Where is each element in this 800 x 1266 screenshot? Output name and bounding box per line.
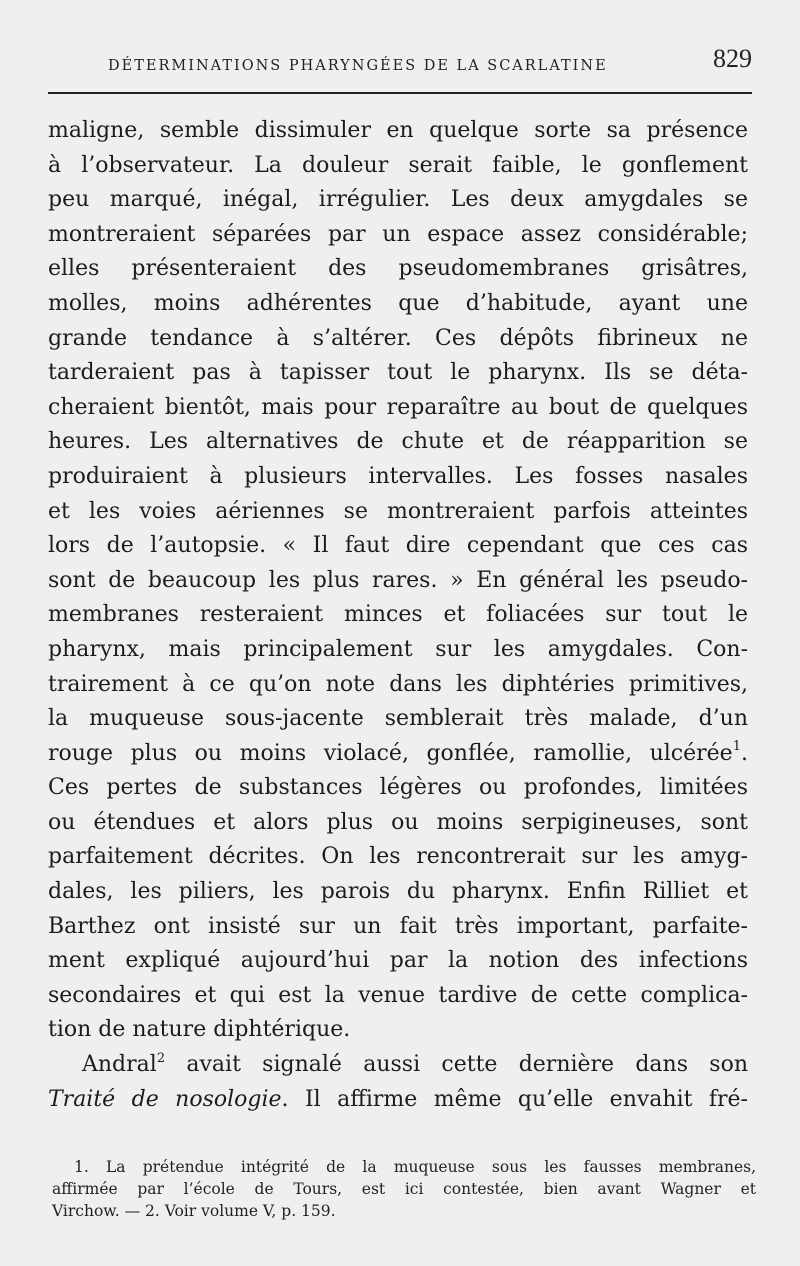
text-line: elles présenteraient des pseudomembranes grisâtres, xyxy=(48,256,748,282)
footnote-ref-1[interactable]: 1 xyxy=(732,739,741,755)
text-line: parfaitement décrites. On les rencontrerait sur les amyg- xyxy=(48,844,748,870)
text-span: rouge plus ou moins violacé, gonflée, ramollie, ulcérée xyxy=(48,740,733,766)
text-line: tion de nature diphtérique. xyxy=(48,1017,351,1043)
text-span: . xyxy=(741,740,748,766)
page-number: 829 xyxy=(713,44,752,73)
footnote-ref-2[interactable]: 2 xyxy=(156,1050,166,1066)
footnote-line: affirmée par l’école de Tours, est ici contestée, bien avant Wagner et xyxy=(52,1180,756,1198)
text-line: Ces pertes de substances légères ou profondes, limitées xyxy=(48,775,748,801)
text-line: trairement à ce qu’on note dans les diphtéries primitives, xyxy=(48,671,748,697)
text-line: maligne, semble dissimuler en quelque sorte sa présence xyxy=(48,118,748,143)
text-line: secondaires et qui est la venue tardive de cette complica- xyxy=(48,982,748,1008)
text-span: . Il affirme même qu’elle envahit fré- xyxy=(281,1086,748,1112)
running-title: DÉTERMINATIONS PHARYNGÉES DE LA SCARLATINE xyxy=(108,58,608,74)
text-line: la muqueuse sous-jacente semblerait très malade, d’un xyxy=(48,706,748,732)
text-span: avait signalé aussi cette dernière dans son xyxy=(165,1052,748,1078)
body-text xyxy=(48,114,748,1117)
text-line: ment expliqué aujourd’hui par la notion des infections xyxy=(48,948,748,974)
text-line: produiraient à plusieurs intervalles. Les fosses nasales xyxy=(48,463,748,489)
footnotes xyxy=(52,1156,756,1222)
paragraph2-line2 xyxy=(48,1083,748,1118)
footnote-line: Virchow. — 2. Voir volume V, p. 159. xyxy=(52,1202,336,1220)
text-line: molles, moins adhérentes que d’habitude, ayant une xyxy=(48,290,748,316)
text-line-with-note-ref xyxy=(48,737,748,772)
text-line: peu marqué, inégal, irrégulier. Les deux amygdales se xyxy=(48,187,748,213)
page-header xyxy=(48,34,752,74)
footnote-line: 1. La prétendue intégrité de la muqueuse sous les fausses membranes, xyxy=(74,1158,756,1176)
book-title: Traité de nosologie xyxy=(48,1086,282,1112)
text-line: sont de beaucoup les plus rares. » En général les pseudo- xyxy=(48,567,748,593)
text-line: lors de l’autopsie. « Il faut dire cependant que ces cas xyxy=(48,533,748,559)
text-line: à l’observateur. La douleur serait faible, le gonflement xyxy=(48,152,748,178)
text-line: Barthez ont insisté sur un fait très important, parfaite- xyxy=(48,913,748,939)
text-line: dales, les piliers, les parois du pharynx. Enfin Rilliet et xyxy=(48,879,748,905)
text-line: pharynx, mais principalement sur les amygdales. Con- xyxy=(48,636,748,662)
text-line: et les voies aériennes se montreraient parfois atteintes xyxy=(48,498,748,524)
header-rule xyxy=(48,92,752,94)
text-line: grande tendance à s’altérer. Ces dépôts fibrineux ne xyxy=(48,325,748,351)
text-line: montreraient séparées par un espace assez considérable; xyxy=(48,221,748,247)
text-line: cheraient bientôt, mais pour reparaître au bout de quelques xyxy=(48,394,748,420)
text-line: heures. Les alternatives de chute et de réapparition se xyxy=(48,429,748,455)
text-line: membranes resteraient minces et foliacées sur tout le xyxy=(48,602,748,628)
text-line: ou étendues et alors plus ou moins serpigineuses, sont xyxy=(48,809,748,835)
paragraph2-line1 xyxy=(48,1048,748,1083)
text-line: tarderaient pas à tapisser tout le pharynx. Ils se déta- xyxy=(48,360,748,386)
author-name: Andral xyxy=(82,1052,157,1078)
